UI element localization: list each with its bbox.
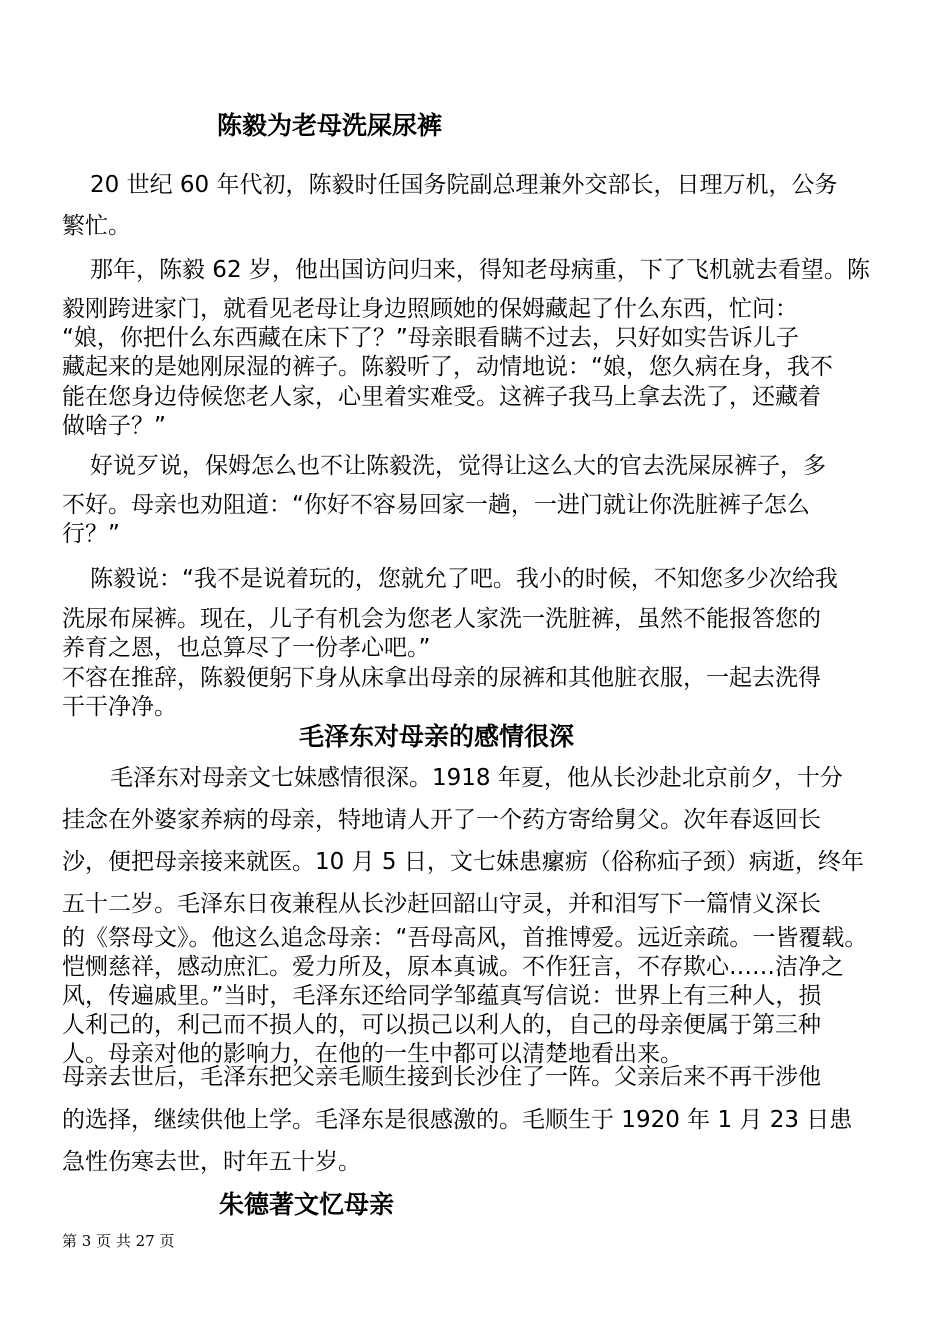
- paragraph-line: 繁忙。: [62, 213, 131, 239]
- paragraph-line: 毅刚跨进家门，就看见老母让身边照顾她的保姆藏起了什么东西，忙问：: [62, 296, 798, 322]
- section-title: 毛泽东对母亲的感情很深: [299, 722, 575, 751]
- paragraph-line: 人利己的，利己而不损人的，可以损己以利人的，自己的母亲便属于第三种: [62, 1012, 821, 1038]
- paragraph-line: 不好。母亲也劝阻道：“你好不容易回家一趟，一进门就让你洗脏裤子怎么: [62, 492, 810, 518]
- paragraph-line: 人。母亲对他的影响力，在他的一生中都可以清楚地看出来。: [62, 1041, 683, 1067]
- paragraph-line: 陈毅说：“我不是说着玩的，您就允了吧。我小的时候，不知您多少次给我: [90, 566, 838, 592]
- paragraph-line: 挂念在外婆家养病的母亲，特地请人开了一个药方寄给舅父。次年春返回长: [62, 807, 821, 833]
- paragraph-line: 沙，便把母亲接来就医。10 月 5 日，文七妹患瘰疬（俗称疝子颈）病逝，终年: [62, 849, 864, 875]
- paragraph-line: 藏起来的是她刚尿湿的裤子。陈毅听了，动情地说：“娘，您久病在身，我不: [62, 354, 833, 380]
- paragraph-line: 五十二岁。毛泽东日夜兼程从长沙赶回韶山守灵，并和泪写下一篇情义深长: [62, 891, 821, 917]
- paragraph-line: 不容在推辞，陈毅便躬下身从床拿出母亲的尿裤和其他脏衣服，一起去洗得: [62, 665, 821, 691]
- paragraph-line: 做啥子？”: [62, 413, 166, 439]
- paragraph-line: 洗尿布屎裤。现在，儿子有机会为您老人家洗一洗脏裤，虽然不能报答您的: [62, 606, 821, 632]
- paragraph-line: 行？”: [62, 521, 120, 547]
- paragraph-line: 能在您身边侍候您老人家，心里着实难受。这裤子我马上拿去洗了，还藏着: [62, 384, 821, 410]
- paragraph-line: 那年，陈毅 62 岁，他出国访问归来，得知老母病重，下了飞机就去看望。陈: [90, 257, 870, 283]
- paragraph-line: 干干净净。: [62, 694, 177, 720]
- paragraph-line: 养育之恩，也总算尽了一份孝心吧。”: [62, 635, 431, 661]
- paragraph-line: 母亲去世后，毛泽东把父亲毛顺生接到长沙住了一阵。父亲后来不再干涉他: [62, 1064, 821, 1090]
- paragraph-line: 风，传遍戚里。”当时，毛泽东还给同学邹蕴真写信说：世界上有三种人，损: [62, 983, 822, 1009]
- paragraph-line: “娘，你把什么东西藏在床下了？”母亲眼看瞒不过去，只好如实告诉儿子: [62, 325, 799, 351]
- paragraph-line: 的《祭母文》。他这么追念母亲：“吾母高风，首推博爱。远近亲疏。一皆覆载。: [62, 925, 868, 951]
- paragraph-line: 急性伤寒去世，时年五十岁。: [62, 1149, 361, 1175]
- paragraph-line: 恺恻慈祥，感动庶汇。爱力所及，原本真诚。不作狂言，不存欺心……洁净之: [62, 954, 844, 980]
- paragraph-line: 的选择，继续供他上学。毛泽东是很感激的。毛顺生于 1920 年 1 月 23 日患: [62, 1107, 853, 1133]
- section-title: 朱德著文忆母亲: [219, 1190, 395, 1219]
- paragraph-line: 好说歹说，保姆怎么也不让陈毅洗，觉得让这么大的官去洗屎尿裤子，多: [90, 453, 826, 479]
- page-number-footer: 第 3 页 共 27 页: [62, 1232, 175, 1250]
- paragraph-line: 毛泽东对母亲文七妹感情很深。1918 年夏，他从长沙赴北京前夕，十分: [110, 765, 843, 791]
- section-title: 陈毅为老母洗屎尿裤: [217, 111, 443, 140]
- paragraph-line: 20 世纪 60 年代初，陈毅时任国务院副总理兼外交部长，日理万机，公务: [90, 172, 838, 198]
